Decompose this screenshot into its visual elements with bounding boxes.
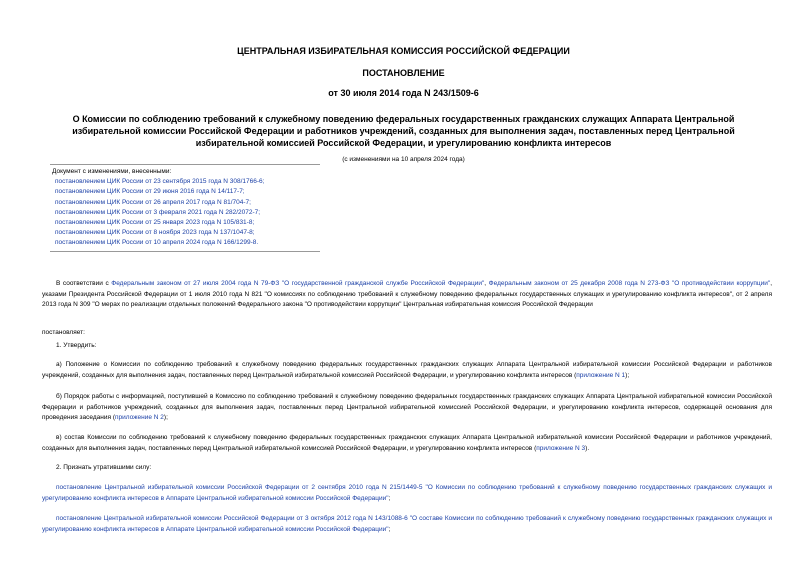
document-title: О Комиссии по соблюдению требований к служебному поведению федеральных государственных гражданских служащих Аппарата Центральной избирательной комиссии Российской Федерации и работников учреждений, созданных для выполнения задач, поставленных перед Центральной избирательной комиссией Российской Федерации, и урегулированию конфликта интересов — [72, 114, 735, 148]
item-2b: постановление Центральной избирательной комиссии Российской Федерации от 3 октября 2012 года N 143/1088-6 "О составе Комиссии по соблюдению требований к служебному поведению государственных гражданских служащих и урегулированию конфликта интересов в Аппарате Центральной избирательной комиссии Российской Федерации"; — [42, 515, 772, 533]
amendment-link[interactable]: постановлением ЦИК России от 10 апреля 2024 года N 166/1299-8. — [55, 239, 259, 247]
item-1: 1. Утвердить: — [56, 342, 97, 349]
amendment-link[interactable]: постановлением ЦИК России от 23 сентября 2015 года N 308/1766-6; — [55, 178, 265, 186]
item-1a: а) Положение о Комиссии по соблюдению требований к служебному поведению федеральных государственных гражданских служащих Аппарата Центральной избирательной комиссии Российской Федерации и работников учреждений, созданных для выполнения задач, поставленных перед Центральной избирательной комиссией Российской Федерации, и урегулированию конфликта интересов (приложение N 1); — [42, 361, 772, 379]
item-1b: б) Порядок работы с информацией, поступившей в Комиссию по соблюдению требований к служебному поведению федеральных государственных гражданских служащих Аппарата Центральной избирательной комиссии Российской Федерации и работников учреждений, созданных для выполнения задач, поставленных перед Центральной избирательной комиссией Российской Федерации, и урегулированию конфликта интересов, содержащей основания для проведения заседания (приложение N 2); — [42, 393, 772, 422]
federal-law-273-link[interactable]: Федеральным законом от 25 декабря 2008 года N 273-ФЗ "О противодействии коррупции" — [488, 280, 771, 287]
repealed-resolution-215-link[interactable]: постановление Центральной избирательной комиссии Российской Федерации от 2 сентября 2010 года N 215/1449-5 "О Комиссии по соблюдению требований к служебному поведению государственных гражданских служащих и урегулированию конфликта интересов в Аппарате Центральной избирательной комиссии Российской Федерации" — [42, 484, 772, 502]
amendment-link[interactable]: постановлением ЦИК России от 25 января 2023 года N 105/831-8; — [55, 219, 255, 227]
appendix-3-link[interactable]: приложение N 3 — [536, 444, 586, 452]
amendment-link[interactable]: постановлением ЦИК России от 3 февраля 2021 года N 282/2072-7; — [55, 208, 261, 216]
document-type: ПОСТАНОВЛЕНИЕ — [362, 68, 445, 78]
amendment-link[interactable]: постановлением ЦИК России от 26 апреля 2017 года N 81/704-7; — [55, 198, 251, 206]
issuing-body: ЦЕНТРАЛЬНАЯ ИЗБИРАТЕЛЬНАЯ КОМИССИЯ РОССИЙСКОЙ ФЕДЕРАЦИИ — [237, 46, 570, 56]
revision-note: (с изменениями на 10 апреля 2024 года) — [342, 156, 465, 163]
item-1c: в) состав Комиссии по соблюдению требований к служебному поведению федеральных государственных гражданских служащих Аппарата Центральной избирательной комиссии Российской Федерации и работников учреждений, созданных для выполнения задач, поставленных перед Центральной избирательной комиссией Российской Федерации, и урегулированию конфликта интересов (приложение N 3). — [42, 434, 772, 452]
item-2: 2. Признать утратившими силу: — [56, 464, 152, 471]
preamble-paragraph: В соответствии с Федеральным законом от 27 июля 2004 года N 79-ФЗ "О государственной гражданской службе Российской Федерации", Федеральным законом от 25 декабря 2008 года N 273-ФЗ "О противодействии коррупции", указами Президента Российской Федерации от 1 июля 2010 года N 821 "О комиссиях по соблюдению требований к служебному поведению федеральных государственных служащих и урегулированию конфликта интересов", от 2 апреля 2013 года N 309 "О мерах по реализации отдельных положений Федерального закона "О противодействии коррупции" Центральная избирательная комиссия Российской Федерации — [42, 280, 773, 309]
amendments-heading: Документ с изменениями, внесенными: — [52, 168, 172, 175]
item-2a: постановление Центральной избирательной комиссии Российской Федерации от 2 сентября 2010 года N 215/1449-5 "О Комиссии по соблюдению требований к служебному поведению государственных гражданских служащих и урегулированию конфликта интересов в Аппарате Центральной избирательной комиссии Российской Федерации"; — [42, 484, 772, 502]
appendix-1-link[interactable]: приложение N 1 — [576, 371, 626, 379]
repealed-resolution-143-link[interactable]: постановление Центральной избирательной комиссии Российской Федерации от 3 октября 2012 года N 143/1088-6 "О составе Комиссии по соблюдению требований к служебному поведению государственных гражданских служащих и урегулированию конфликта интересов в Аппарате Центральной избирательной комиссии Российской Федерации" — [42, 515, 772, 533]
amendment-link[interactable]: постановлением ЦИК России от 8 ноября 2023 года N 137/1047-8; — [55, 229, 255, 237]
amendments-block — [50, 164, 320, 252]
federal-law-79-link[interactable]: Федеральным законом от 27 июля 2004 года N 79-ФЗ "О государственной гражданской службе Российской Федерации" — [111, 280, 485, 287]
amendments-bottom-divider — [50, 251, 320, 252]
resolves-line: постановляет: — [42, 329, 85, 336]
document-date-number: от 30 июля 2014 года N 243/1509-6 — [328, 88, 479, 98]
amendment-link[interactable]: постановлением ЦИК России от 29 июня 2016 года N 14/117-7; — [55, 188, 245, 196]
appendix-2-link[interactable]: приложение N 2 — [115, 414, 164, 422]
